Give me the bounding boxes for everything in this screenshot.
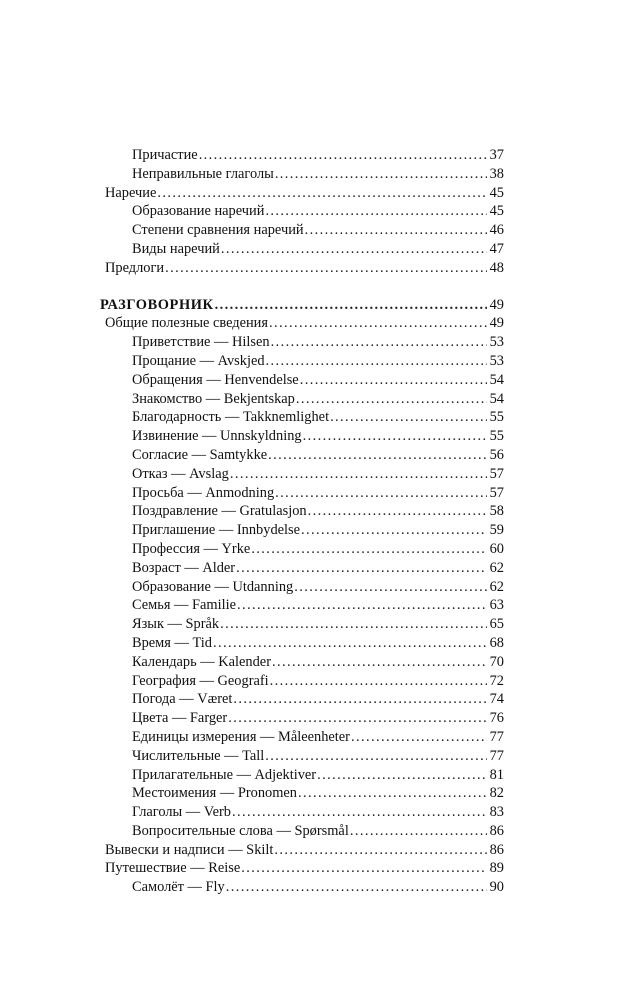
toc-entry-label: Числительные — Tall (132, 747, 265, 764)
toc-page-number: 49 (489, 296, 504, 313)
toc-entry-label: Благодарность — Takknemlighet (132, 409, 330, 426)
toc-page-number: 68 (489, 634, 504, 651)
toc-entry-label: Приглашение — Innbydelse (132, 522, 301, 539)
toc-entry-label: Местоимения — Pronomen (132, 785, 297, 802)
toc-entry[interactable] (100, 314, 504, 333)
toc-page-number: 54 (489, 371, 504, 388)
toc-entry-label: Общие полезные сведения (105, 315, 268, 332)
toc-page-number: 37 (489, 147, 504, 163)
toc-entry-label: Обращения — Henvendelse (132, 371, 299, 388)
toc-page-number: 77 (489, 747, 504, 764)
dot-leader (232, 803, 487, 822)
dot-leader (268, 446, 487, 465)
toc-page-number: 48 (489, 259, 504, 276)
toc-entry-label: Возраст — Alder (132, 559, 236, 576)
dot-leader (275, 484, 487, 503)
toc-page-number: 81 (489, 766, 504, 783)
dot-leader (233, 690, 487, 709)
toc-page-number: 86 (489, 822, 504, 839)
toc-page-number: 60 (489, 540, 504, 557)
dot-leader (298, 784, 487, 803)
toc-page-number: 82 (489, 785, 504, 802)
toc-page-number: 55 (489, 409, 504, 426)
toc-entry[interactable] (100, 615, 504, 634)
toc-entry[interactable] (100, 502, 504, 521)
toc-entry[interactable] (100, 484, 504, 503)
dot-leader (215, 296, 487, 315)
toc-page-number: 62 (489, 559, 504, 576)
toc-entry-label: Образование — Utdanning (132, 578, 294, 595)
toc-entry-label: Неправильные глаголы (132, 165, 274, 182)
toc-page-number: 74 (489, 691, 504, 708)
toc-entry-label: Календарь — Kalender (132, 653, 271, 670)
toc-entry-label: Предлоги (105, 259, 165, 276)
toc-entry[interactable] (100, 822, 504, 841)
toc-entry[interactable] (100, 146, 504, 165)
toc-page-number: 45 (489, 184, 504, 201)
dot-leader (199, 146, 487, 165)
toc-entry-label: Отказ — Avslag (132, 465, 229, 482)
toc-entry[interactable] (100, 841, 504, 860)
toc-entry-label: Образование наречий (132, 203, 265, 220)
toc-page-number: 47 (489, 240, 504, 257)
toc-entry-label: Прилагательные — Adjektiver (132, 766, 317, 783)
toc-entry[interactable] (100, 352, 504, 371)
toc-page-number: 62 (489, 578, 504, 595)
toc-entry[interactable] (100, 766, 504, 785)
section-spacer (100, 278, 504, 296)
toc-entry-label: РАЗГОВОРНИК (100, 296, 214, 313)
toc-entry[interactable] (100, 446, 504, 465)
dot-leader (265, 202, 487, 221)
dot-leader (330, 408, 487, 427)
dot-leader (265, 747, 487, 766)
toc-entry[interactable] (100, 540, 504, 559)
dot-leader (294, 578, 487, 597)
toc-page-number: 49 (489, 315, 504, 332)
toc-entry[interactable] (100, 747, 504, 766)
dot-leader (272, 653, 487, 672)
toc-entry[interactable] (100, 634, 504, 653)
toc-entry[interactable] (100, 709, 504, 728)
toc-entry[interactable] (100, 221, 504, 240)
table-of-contents (100, 146, 504, 897)
toc-entry-label: Знакомство — Bekjentskap (132, 390, 295, 407)
toc-page-number: 45 (489, 203, 504, 220)
toc-entry-label: Наречие (105, 184, 157, 201)
toc-entry[interactable] (100, 859, 504, 878)
toc-entry[interactable] (100, 653, 504, 672)
toc-page-number: 56 (489, 446, 504, 463)
toc-entry[interactable] (100, 202, 504, 221)
toc-entry-label: Вопросительные слова — Spørsmål (132, 822, 349, 839)
toc-entry[interactable] (100, 878, 504, 897)
toc-entry[interactable] (100, 333, 504, 352)
toc-entry-label: Приветствие — Hilsen (132, 334, 270, 351)
toc-entry-label: Согласие — Samtykke (132, 446, 268, 463)
dot-leader (350, 822, 487, 841)
toc-page-number: 38 (489, 165, 504, 182)
dot-leader (236, 559, 487, 578)
dot-leader (230, 465, 487, 484)
toc-entry-label: География — Geografi (132, 672, 269, 689)
toc-entry[interactable] (100, 184, 504, 203)
toc-page-number: 53 (489, 334, 504, 351)
dot-leader (271, 333, 487, 352)
toc-entry-label: Вывески и надписи — Skilt (105, 841, 274, 858)
toc-entry[interactable] (100, 803, 504, 822)
toc-entry[interactable] (100, 728, 504, 747)
toc-page-number: 83 (489, 804, 504, 821)
dot-leader (317, 766, 487, 785)
toc-entry-label: Время — Tid (132, 634, 212, 651)
toc-entry-label: Семья — Familie (132, 597, 237, 614)
toc-page-number: 59 (489, 522, 504, 539)
toc-entry[interactable] (100, 240, 504, 259)
toc-entry-label: Просьба — Anmodning (132, 484, 275, 501)
toc-section-heading[interactable] (100, 296, 504, 315)
toc-entry-label: Путешествие — Reise (105, 860, 241, 877)
toc-page-number: 55 (489, 428, 504, 445)
toc-entry-label: Виды наречий (132, 240, 220, 257)
toc-page-number: 89 (489, 860, 504, 877)
toc-page-number: 54 (489, 390, 504, 407)
dot-leader (220, 615, 487, 634)
toc-entry-label: Самолёт — Fly (132, 879, 225, 896)
dot-leader (241, 859, 487, 878)
dot-leader (269, 314, 487, 333)
dot-leader (301, 521, 487, 540)
toc-entry[interactable] (100, 559, 504, 578)
toc-entry-label: Степени сравнения наречий (132, 222, 304, 239)
toc-page-number: 77 (489, 728, 504, 745)
toc-page-number: 76 (489, 710, 504, 727)
toc-entry[interactable] (100, 690, 504, 709)
dot-leader (274, 841, 487, 860)
toc-entry-label: Прощание — Avskjed (132, 352, 265, 369)
toc-page-number: 57 (489, 465, 504, 482)
toc-entry-label: Глаголы — Verb (132, 804, 231, 821)
toc-entry[interactable] (100, 408, 504, 427)
dot-leader (237, 596, 487, 615)
toc-entry[interactable] (100, 596, 504, 615)
dot-leader (157, 184, 487, 203)
dot-leader (213, 634, 487, 653)
dot-leader (266, 352, 487, 371)
toc-page-number: 90 (489, 879, 504, 896)
toc-entry-label: Язык — Språk (132, 616, 220, 633)
toc-entry-label: Погода — Været (132, 691, 233, 708)
dot-leader (296, 390, 487, 409)
toc-entry[interactable] (100, 427, 504, 446)
dot-leader (226, 878, 487, 897)
dot-leader (165, 259, 487, 278)
toc-entry-label: Профессия — Yrke (132, 540, 251, 557)
toc-entry[interactable] (100, 784, 504, 803)
toc-page-number: 63 (489, 597, 504, 614)
toc-entry[interactable] (100, 165, 504, 184)
dot-leader (300, 371, 487, 390)
toc-entry-label: Цвета — Farger (132, 710, 228, 727)
dot-leader (303, 427, 487, 446)
toc-page-number: 70 (489, 653, 504, 670)
toc-entry[interactable] (100, 371, 504, 390)
toc-page-number: 57 (489, 484, 504, 501)
toc-entry[interactable] (100, 578, 504, 597)
dot-leader (251, 540, 487, 559)
toc-page-number: 58 (489, 503, 504, 520)
toc-entry[interactable] (100, 390, 504, 409)
toc-entry-label: Причастие (132, 147, 198, 163)
toc-entry-label: Единицы измерения — Måleenheter (132, 728, 350, 745)
dot-leader (270, 672, 487, 691)
toc-entry-label: Извинение — Unnskyldning (132, 428, 302, 445)
dot-leader (221, 240, 487, 259)
dot-leader (275, 165, 487, 184)
toc-page-number: 65 (489, 616, 504, 633)
dot-leader (308, 502, 487, 521)
toc-entry[interactable] (100, 672, 504, 691)
toc-entry[interactable] (100, 465, 504, 484)
toc-entry-label: Поздравление — Gratulasjon (132, 503, 307, 520)
dot-leader (351, 728, 487, 747)
toc-page-number: 72 (489, 672, 504, 689)
toc-page-number: 46 (489, 222, 504, 239)
toc-entry[interactable] (100, 259, 504, 278)
toc-entry[interactable] (100, 521, 504, 540)
dot-leader (228, 709, 487, 728)
toc-page-number: 86 (489, 841, 504, 858)
dot-leader (305, 221, 487, 240)
toc-page-number: 53 (489, 352, 504, 369)
